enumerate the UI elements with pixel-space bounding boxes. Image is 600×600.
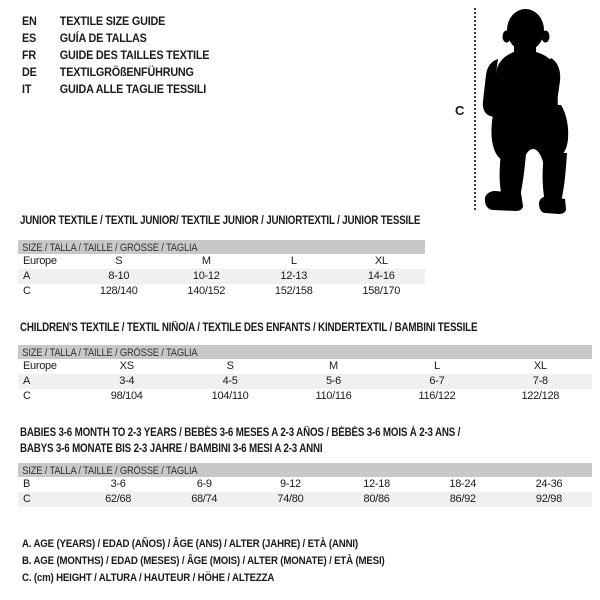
table-row xyxy=(18,477,592,492)
size-header-bar xyxy=(18,463,592,477)
table-cell: 92/98 xyxy=(535,493,562,505)
language-code: DE xyxy=(22,65,37,79)
legend-note-b: B. AGE (MONTHS) / EDAD (MESES) / ÂGE (MOIS) / ALTER (MONATE) / ETÀ (MESI) xyxy=(22,555,385,567)
language-row xyxy=(22,81,209,98)
row-label: C xyxy=(23,285,31,297)
table-cell: 3-4 xyxy=(119,375,135,387)
height-measure-label: C xyxy=(455,103,465,118)
table-cell: 8-10 xyxy=(108,270,130,282)
table-cell: S xyxy=(115,255,123,267)
table-row xyxy=(18,492,592,507)
table-cell: 128/140 xyxy=(99,285,138,297)
language-code: FR xyxy=(22,48,37,62)
junior-size-table xyxy=(18,240,425,299)
baby-silhouette-icon xyxy=(481,3,595,215)
babies-table-body xyxy=(18,477,592,507)
table-cell: XL xyxy=(533,360,547,372)
table-row xyxy=(18,374,592,389)
row-label: Europe xyxy=(23,360,57,372)
table-cell: 152/158 xyxy=(274,285,313,297)
table-cell: L xyxy=(433,360,440,372)
language-row xyxy=(22,13,209,30)
size-header-bar xyxy=(18,240,425,254)
table-cell: M xyxy=(329,360,338,372)
table-cell: 14-16 xyxy=(367,270,395,282)
row-label: A xyxy=(23,375,31,387)
table-cell: 3-6 xyxy=(110,478,126,490)
table-cell: 12-13 xyxy=(280,270,308,282)
table-cell: XS xyxy=(119,360,134,372)
table-cell: 104/110 xyxy=(211,390,249,402)
size-header-label: SIZE / TALLA / TAILLE / GRÖSSE / TAGLIA xyxy=(22,465,198,477)
row-label: B xyxy=(23,478,31,490)
row-label: C xyxy=(23,493,31,505)
table-cell: 5-6 xyxy=(325,375,341,387)
table-cell: 158/170 xyxy=(362,285,401,297)
legend-notes xyxy=(22,536,434,587)
size-header-bar xyxy=(18,345,592,359)
table-row xyxy=(18,254,425,269)
table-cell: 9-12 xyxy=(279,478,301,490)
table-cell: 6-7 xyxy=(429,375,445,387)
junior-table-title: JUNIOR TEXTILE / TEXTIL JUNIOR/ TEXTILE JUNIOR / JUNIORTEXTIL / JUNIOR TESSILE xyxy=(20,215,421,227)
table-cell: 12-18 xyxy=(363,478,390,490)
legend-note-a: A. AGE (YEARS) / EDAD (AÑOS) / ÂGE (ANS) / ALTER (JAHRE) / ETÀ (ANNI) xyxy=(22,538,358,550)
language-title: TEXTILGRÖßENFÜHRUNG xyxy=(59,65,194,79)
children-size-table xyxy=(18,345,592,404)
language-title: GUIDE DES TAILLES TEXTILE xyxy=(59,48,210,62)
table-cell: 6-9 xyxy=(196,478,212,490)
language-list xyxy=(22,13,230,98)
size-header-label: SIZE / TALLA / TAILLE / GRÖSSE / TAGLIA xyxy=(22,242,198,254)
table-row xyxy=(18,284,425,299)
babies-table-title-line2: BABYS 3-6 MONATE BIS 2-3 JAHRE / BAMBINI 3-6 MESI A 2-3 ANNI xyxy=(20,443,323,455)
size-header-label: SIZE / TALLA / TAILLE / GRÖSSE / TAGLIA xyxy=(22,347,198,359)
table-cell: 140/152 xyxy=(187,285,226,297)
row-label: C xyxy=(23,390,31,402)
table-cell: 98/104 xyxy=(110,390,143,402)
table-cell: 10-12 xyxy=(192,270,220,282)
babies-size-table xyxy=(18,463,592,507)
table-cell: 116/122 xyxy=(418,390,456,402)
language-code: IT xyxy=(22,82,32,96)
table-cell: 74/80 xyxy=(277,493,304,505)
babies-table-title xyxy=(20,425,538,457)
table-cell: 18-24 xyxy=(449,478,477,490)
row-label: A xyxy=(23,270,31,282)
language-code: EN xyxy=(22,14,37,28)
table-cell: XL xyxy=(374,255,388,267)
height-measure-line xyxy=(474,8,476,210)
table-row xyxy=(18,359,592,374)
language-row xyxy=(22,47,209,64)
table-cell: 68/74 xyxy=(191,493,218,505)
language-code: ES xyxy=(22,31,37,45)
babies-table-title-line1: BABIES 3-6 MONTH TO 2-3 YEARS / BEBÉS 3-6 MESES A 2-3 AÑOS / BÉBÉS 3-6 MOIS À 2-3 ANS / xyxy=(20,427,461,439)
table-row xyxy=(18,269,425,284)
junior-table-body xyxy=(18,254,425,299)
table-cell: L xyxy=(290,255,297,267)
language-row xyxy=(22,64,209,81)
table-cell: 80/86 xyxy=(363,493,390,505)
table-cell: 4-5 xyxy=(222,375,238,387)
table-cell: 62/68 xyxy=(105,493,132,505)
table-cell: 110/116 xyxy=(315,390,352,402)
table-row xyxy=(18,389,592,404)
table-cell: 122/128 xyxy=(521,390,560,402)
language-title: GUIDA ALLE TAGLIE TESSILI xyxy=(59,82,207,96)
children-table-body xyxy=(18,359,592,404)
language-title: GUÍA DE TALLAS xyxy=(59,31,147,45)
table-cell: 7-8 xyxy=(532,375,548,387)
table-cell: M xyxy=(201,255,211,267)
table-cell: 86/92 xyxy=(449,493,476,505)
language-title: TEXTILE SIZE GUIDE xyxy=(59,14,166,28)
children-table-title: CHILDREN'S TEXTILE / TEXTIL NIÑO/A / TEXTILE DES ENFANTS / KINDERTEXTIL / BAMBINI TESSILE xyxy=(20,322,478,334)
legend-note-c: C. (cm) HEIGHT / ALTURA / HAUTEUR / HÖHE / ALTEZZA xyxy=(22,572,275,584)
row-label: Europe xyxy=(23,255,57,267)
table-cell: 24-36 xyxy=(535,478,563,490)
language-row xyxy=(22,30,209,47)
table-cell: S xyxy=(226,360,234,372)
